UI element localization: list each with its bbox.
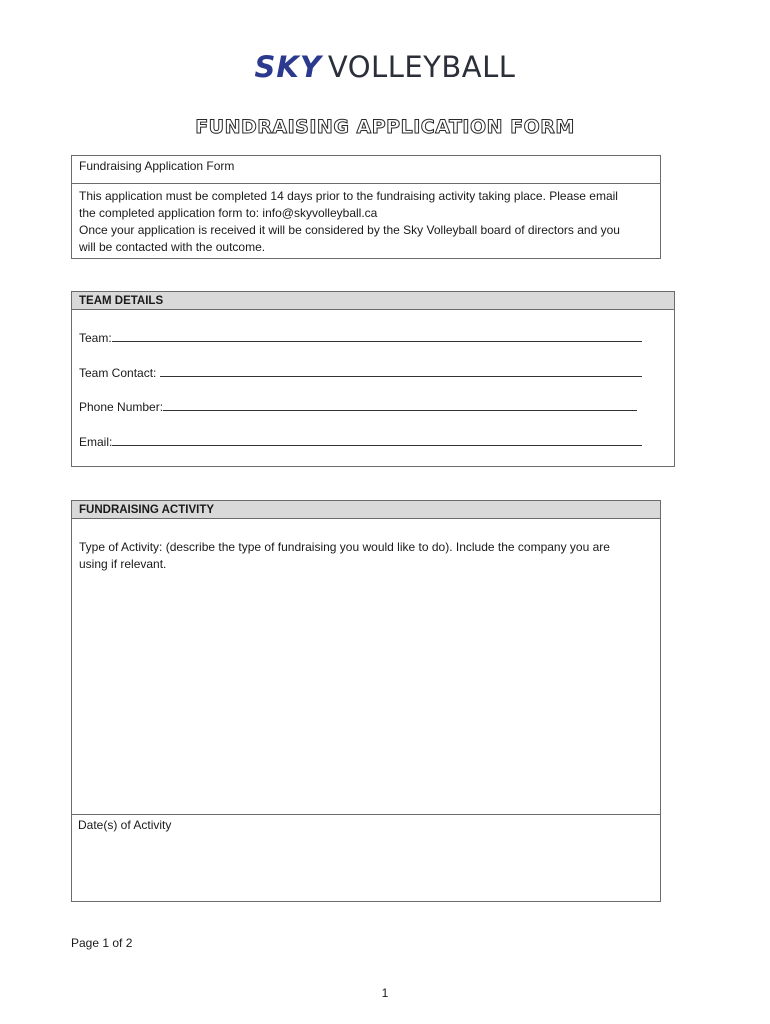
team-field[interactable] bbox=[79, 329, 642, 345]
fundraising-activity-section bbox=[71, 500, 661, 902]
team-label: Team: bbox=[79, 331, 112, 345]
activity-type-prompt-1: Type of Activity: (describe the type of fundraising you would like to do). Include the company you are bbox=[79, 540, 610, 554]
page-title: FUNDRAISING APPLICATION FORM bbox=[195, 116, 575, 138]
fundraising-activity-heading: FUNDRAISING ACTIVITY bbox=[72, 501, 660, 519]
phone-number-input-line[interactable] bbox=[163, 398, 637, 411]
team-input-line[interactable] bbox=[112, 329, 642, 342]
intro-line-4: will be contacted with the outcome. bbox=[79, 240, 266, 254]
phone-number-field[interactable] bbox=[79, 398, 637, 414]
intro-line-1: This application must be completed 14 days prior to the fundraising activity taking place. Please email bbox=[79, 189, 618, 203]
intro-line-2: the completed application form to: info@skyvolleyball.ca bbox=[79, 206, 378, 220]
team-details-section bbox=[71, 291, 675, 467]
page-count: Page 1 of 2 bbox=[71, 936, 133, 950]
logo-sky-text: SKY bbox=[254, 50, 322, 84]
team-details-heading: TEAM DETAILS bbox=[72, 292, 674, 310]
email-label: Email: bbox=[79, 435, 113, 449]
activity-dates-field[interactable] bbox=[71, 814, 661, 903]
page-number: 1 bbox=[381, 986, 389, 1000]
phone-number-label: Phone Number: bbox=[79, 400, 164, 414]
team-contact-input-line[interactable] bbox=[160, 364, 642, 377]
intro-text bbox=[72, 184, 660, 260]
sky-volleyball-logo bbox=[0, 49, 770, 85]
email-input-line[interactable] bbox=[112, 433, 642, 446]
email-field[interactable] bbox=[79, 433, 642, 449]
intro-box bbox=[71, 155, 661, 259]
team-contact-field[interactable] bbox=[79, 364, 642, 380]
team-contact-label: Team Contact: bbox=[79, 366, 160, 380]
activity-type-field[interactable] bbox=[79, 539, 654, 573]
intro-heading: Fundraising Application Form bbox=[72, 156, 660, 184]
intro-line-3: Once your application is received it will be considered by the Sky Volleyball board of directors and you bbox=[79, 223, 620, 237]
activity-dates-label: Date(s) of Activity bbox=[78, 818, 172, 832]
logo-volleyball-text: VOLLEYBALL bbox=[327, 50, 516, 84]
activity-type-prompt-2: using if relevant. bbox=[79, 557, 167, 571]
